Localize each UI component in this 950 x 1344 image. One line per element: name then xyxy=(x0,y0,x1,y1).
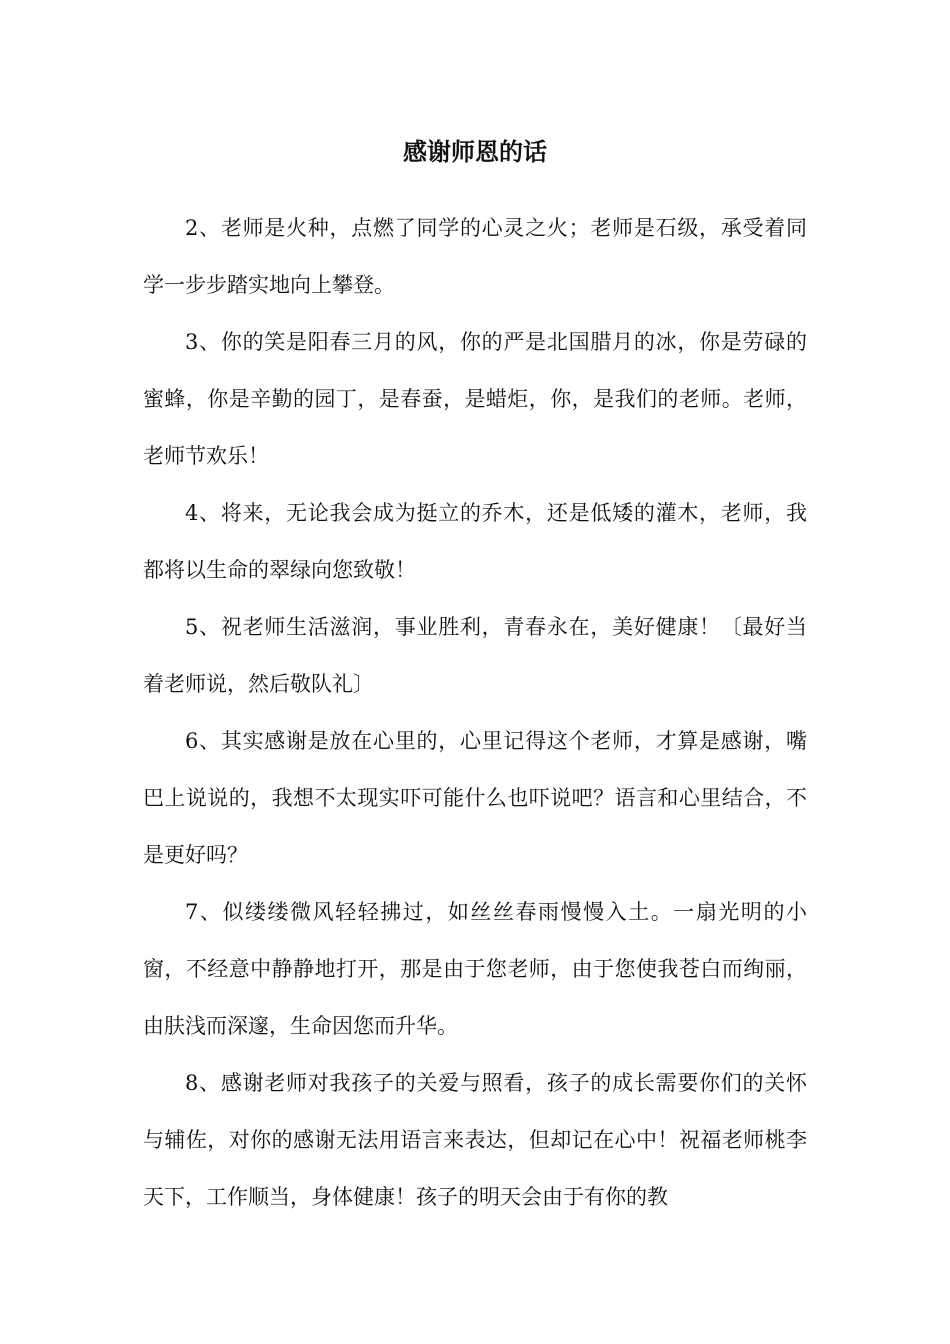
paragraph-8: 8、感谢老师对我孩子的关爱与照看，孩子的成长需要你们的关怀与辅佐，对你的感谢无法用语言来表达，但却记在心中！祝福老师桃李天下，工作顺当，身体健康！孩子的明天会由于有你的教 xyxy=(143,1071,807,1209)
document-title: 感谢师恩的话 xyxy=(403,137,547,166)
paragraph-3: 3、你的笑是阳春三月的风，你的严是北国腊月的冰，你是劳碌的蜜蜂，你是辛勤的园丁，是春蚕，是蜡炬，你，是我们的老师。老师，老师节欢乐！ xyxy=(143,330,807,468)
paragraph-6: 6、其实感谢是放在心里的，心里记得这个老师，才算是感谢，嘴巴上说说的，我想不太现实吓可能什么也吓说吧？语言和心里结合，不是更好吗？ xyxy=(143,729,807,867)
paragraph-5: 5、祝老师生活滋润，事业胜利，青春永在，美好健康！〔最好当着老师说，然后敬队礼〕 xyxy=(143,615,807,696)
paragraph-2: 2、老师是火种，点燃了同学的心灵之火；老师是石级，承受着同学一步步踏实地向上攀登。 xyxy=(143,216,807,297)
paragraph-4: 4、将来，无论我会成为挺立的乔木，还是低矮的灌木，老师，我都将以生命的翠绿向您致敬！ xyxy=(143,501,807,582)
paragraph-7: 7、似缕缕微风轻轻拂过，如丝丝春雨慢慢入土。一扇光明的小窗，不经意中静静地打开，那是由于您老师，由于您使我苍白而绚丽，由肤浅而深邃，生命因您而升华。 xyxy=(143,900,807,1038)
document-body xyxy=(143,200,807,1226)
